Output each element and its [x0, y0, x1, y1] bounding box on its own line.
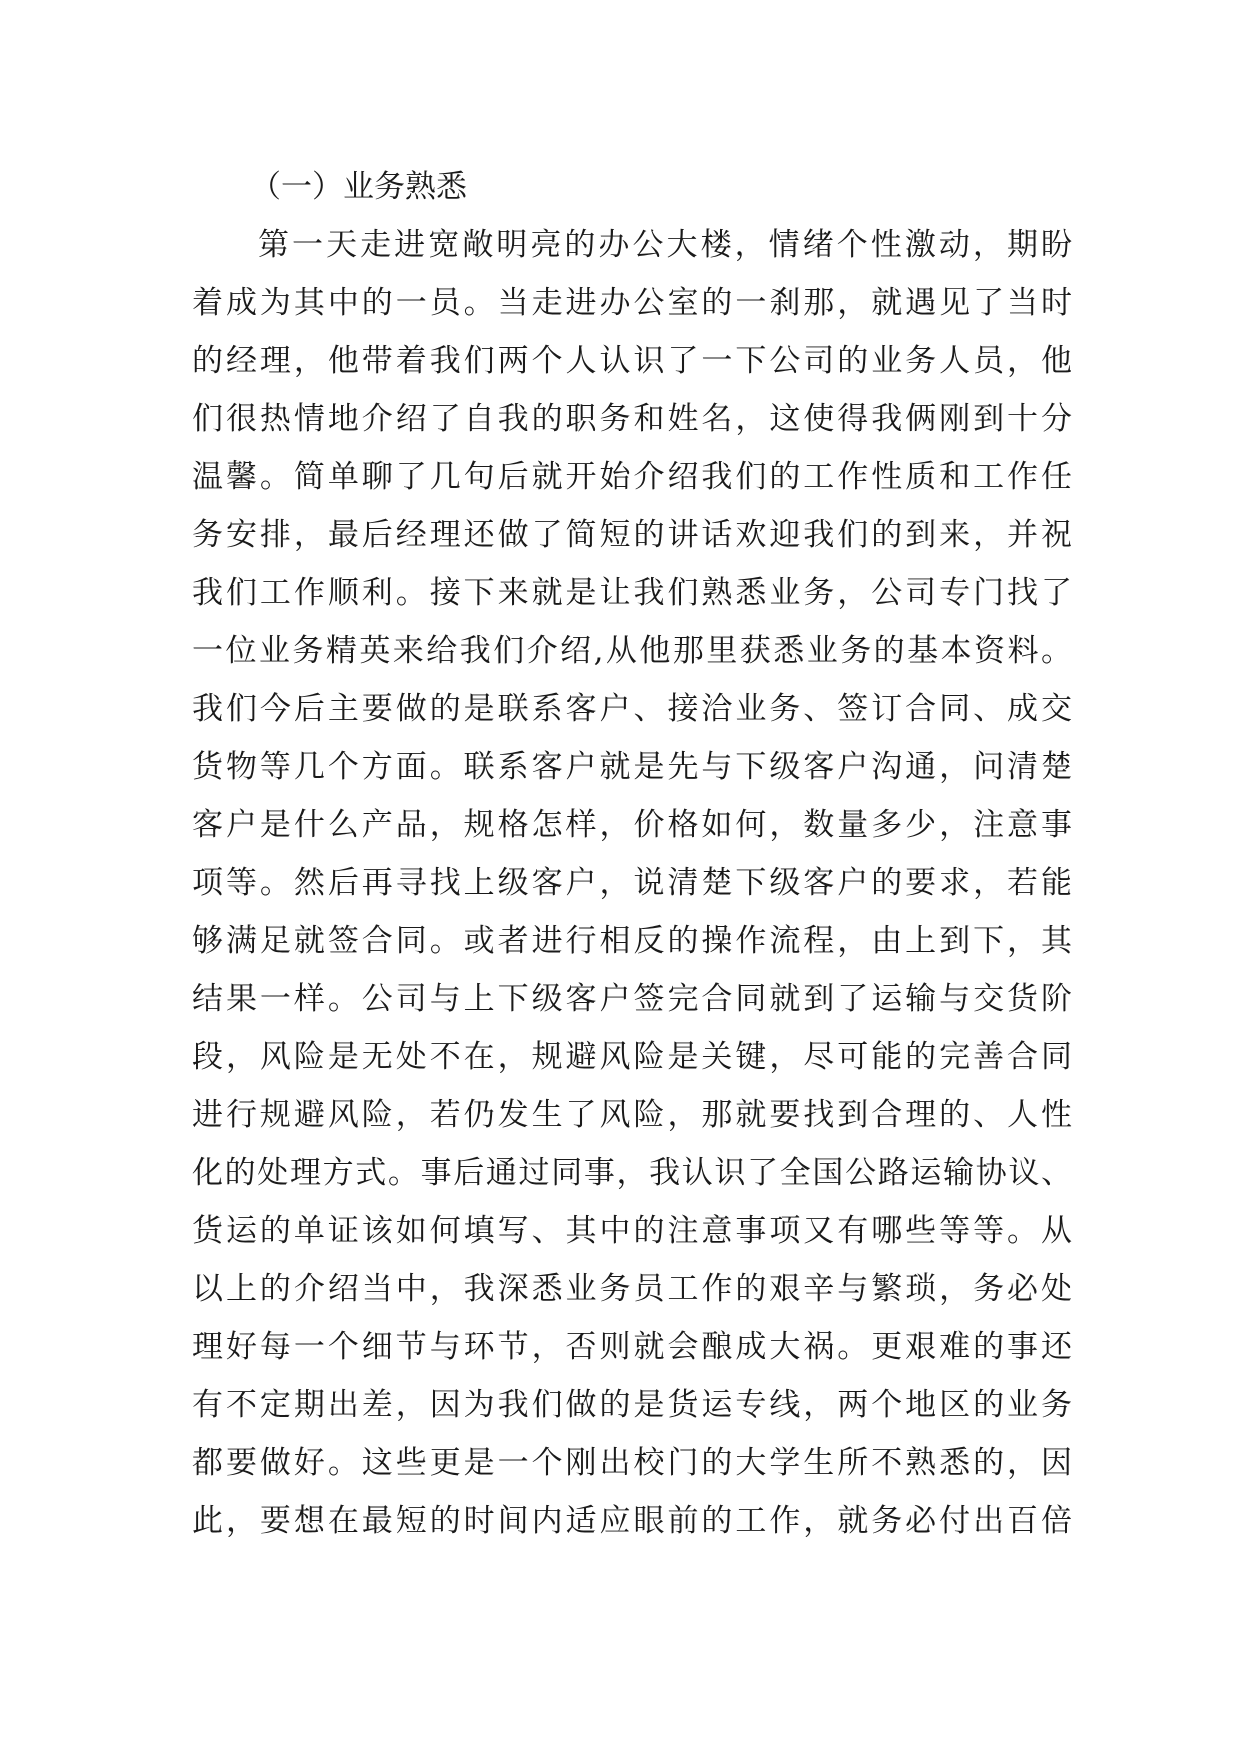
paragraph-line: 我们工作顺利。接下来就是让我们熟悉业务，公司专门找了	[192, 575, 1072, 611]
paragraph-line: 客户是什么产品，规格怎样，价格如何，数量多少，注意事	[192, 807, 1072, 843]
paragraph-line: 理好每一个细节与环节，否则就会酿成大祸。更艰难的事还	[192, 1329, 1072, 1365]
paragraph-line: 温馨。简单聊了几句后就开始介绍我们的工作性质和工作任	[192, 459, 1072, 495]
paragraph-line: 化的处理方式。事后通过同事，我认识了全国公路运输协议、	[192, 1155, 1072, 1191]
paragraph-line: 们很热情地介绍了自我的职务和姓名，这使得我俩刚到十分	[192, 401, 1072, 437]
paragraph-line: 都要做好。这些更是一个刚出校门的大学生所不熟悉的，因	[192, 1445, 1072, 1481]
paragraph-line: 段，风险是无处不在，规避风险是关键，尽可能的完善合同	[192, 1039, 1072, 1075]
paragraph-line: 货运的单证该如何填写、其中的注意事项又有哪些等等。从	[192, 1213, 1072, 1249]
paragraph-line: 有不定期出差，因为我们做的是货运专线，两个地区的业务	[192, 1387, 1072, 1423]
section-heading: （一）业务熟悉	[250, 169, 467, 205]
document-body	[192, 158, 1072, 1550]
paragraph-line: 的经理，他带着我们两个人认识了一下公司的业务人员，他	[192, 343, 1072, 379]
paragraph-line: 我们今后主要做的是联系客户、接洽业务、签订合同、成交	[192, 691, 1072, 727]
paragraph-line: 货物等几个方面。联系客户就是先与下级客户沟通，问清楚	[192, 749, 1072, 785]
paragraph-line: 此，要想在最短的时间内适应眼前的工作，就务必付出百倍	[192, 1503, 1072, 1539]
paragraph-line: 着成为其中的一员。当走进办公室的一刹那，就遇见了当时	[192, 285, 1072, 321]
paragraph-line: 进行规避风险，若仍发生了风险，那就要找到合理的、人性	[192, 1097, 1072, 1133]
paragraph-line: 项等。然后再寻找上级客户，说清楚下级客户的要求，若能	[192, 865, 1072, 901]
paragraph-line: 一位业务精英来给我们介绍,从他那里获悉业务的基本资料。	[192, 633, 1072, 669]
paragraph-line: 务安排，最后经理还做了简短的讲话欢迎我们的到来，并祝	[192, 517, 1072, 553]
paragraph-line: 够满足就签合同。或者进行相反的操作流程，由上到下，其	[192, 923, 1072, 959]
paragraph-line: 第一天走进宽敞明亮的办公大楼，情绪个性激动，期盼	[258, 227, 1072, 263]
paragraph-line: 结果一样。公司与上下级客户签完合同就到了运输与交货阶	[192, 981, 1072, 1017]
paragraph-line: 以上的介绍当中，我深悉业务员工作的艰辛与繁琐，务必处	[192, 1271, 1072, 1307]
